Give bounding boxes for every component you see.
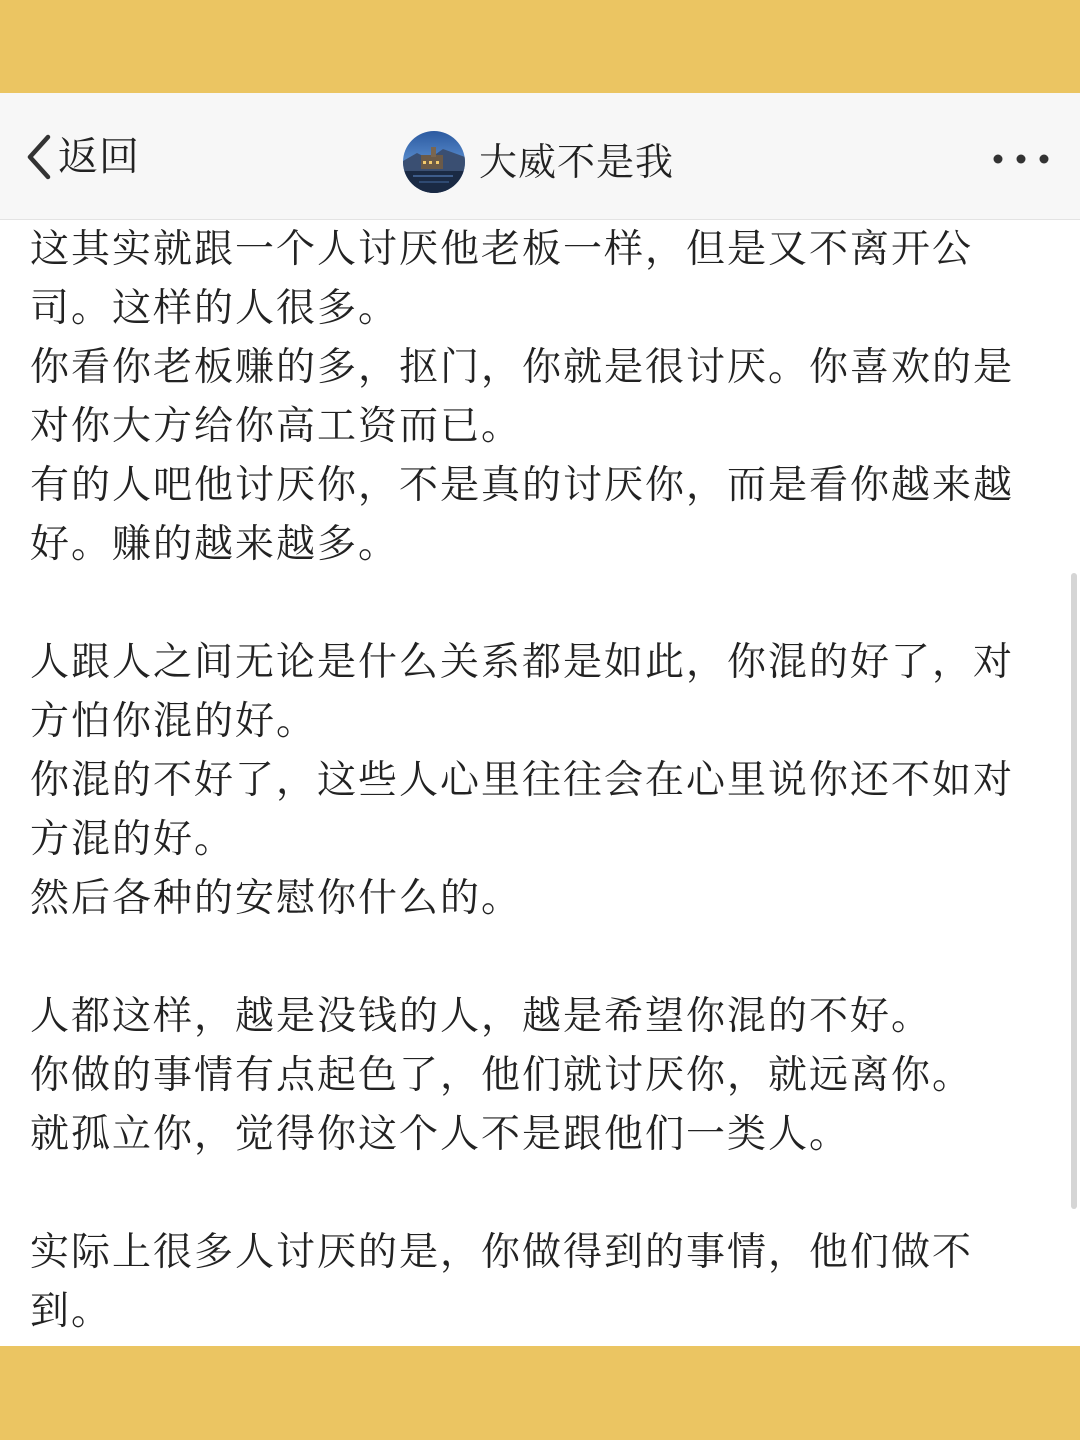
more-button[interactable] <box>988 145 1058 173</box>
nav-bar <box>0 93 1080 220</box>
author-header[interactable] <box>403 131 674 193</box>
paragraph: 然后各种的安慰你什么的。 <box>30 876 523 921</box>
top-yellow-band <box>0 0 1080 93</box>
paragraph: 实际上很多人讨厌的是，你做得到的事情，他们做不到。 <box>30 1230 974 1334</box>
paragraph: 人跟人之间无论是什么关系都是如此，你混的好了，对方怕你混的好。 <box>30 640 1015 744</box>
avatar[interactable] <box>403 131 465 193</box>
back-label: 返回 <box>58 134 140 180</box>
paragraph: 你做的事情有点起色了，他们就讨厌你，就远离你。 <box>30 1053 974 1098</box>
paragraph: 人都这样，越是没钱的人，越是希望你混的不好。 <box>30 994 933 1039</box>
paragraph: 这其实就跟一个人讨厌他老板一样，但是又不离开公司。这样的人很多。 <box>30 227 974 331</box>
scrollbar[interactable] <box>1071 573 1077 1209</box>
chevron-left-icon <box>22 133 56 181</box>
paragraph-spacer <box>30 1164 1040 1223</box>
paragraph: 有的人吧他讨厌你，不是真的讨厌你，而是看你越来越好。赚的越来越多。 <box>30 463 1015 567</box>
paragraph: 就孤立你，觉得你这个人不是跟他们一类人。 <box>30 1112 851 1157</box>
paragraph-spacer <box>30 928 1040 987</box>
bottom-yellow-band <box>0 1346 1080 1440</box>
post-body <box>30 220 1040 1344</box>
more-dots-icon <box>988 145 1058 173</box>
paragraph: 你看你老板赚的多，抠门，你就是很讨厌。你喜欢的是对你大方给你高工资而已。 <box>30 345 1015 449</box>
back-button[interactable] <box>22 133 140 181</box>
username[interactable]: 大威不是我 <box>479 140 675 184</box>
paragraph-spacer <box>30 574 1040 633</box>
paragraph: 你混的不好了，这些人心里往往会在心里说你还不如对方混的好。 <box>30 758 1015 862</box>
